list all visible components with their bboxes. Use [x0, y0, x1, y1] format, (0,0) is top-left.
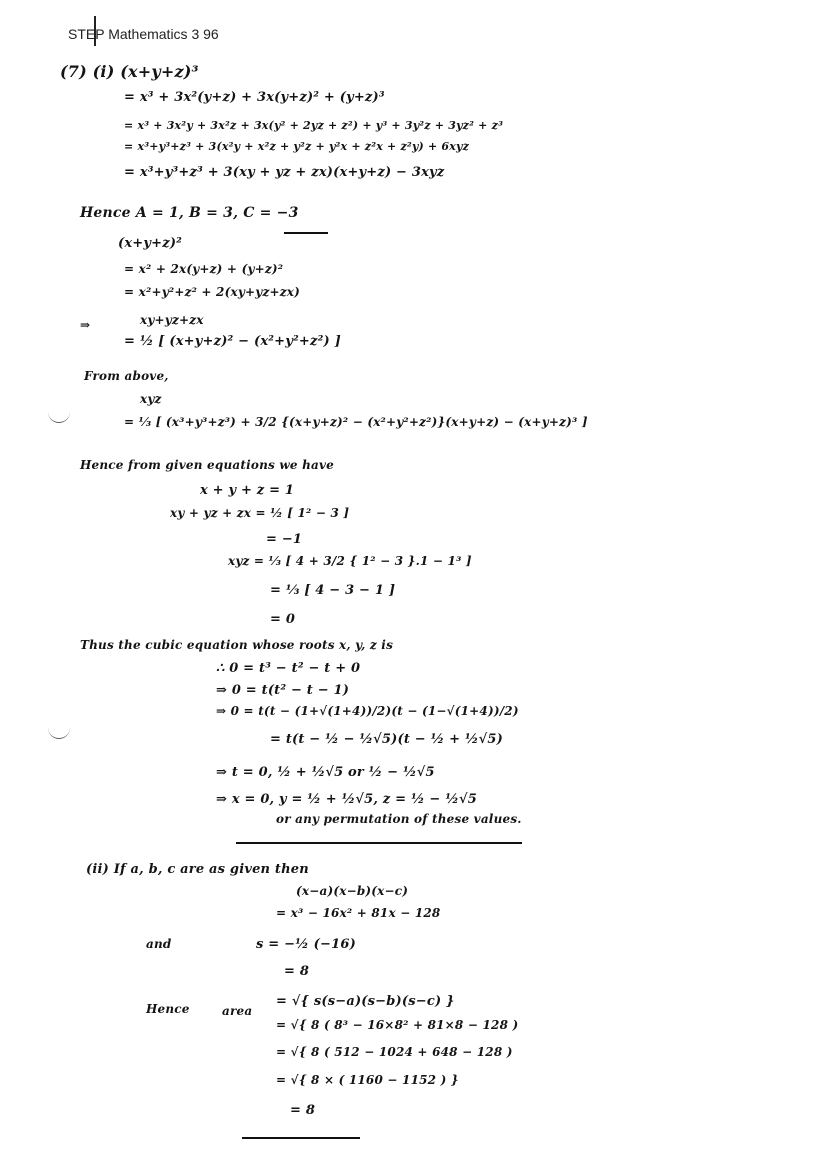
area-label: area [222, 1004, 253, 1018]
cubic-quadratic-roots: ⇒ 0 = t(t − (1+√(1+4))/2)(t − (1−√(1+4))/2) [216, 704, 519, 718]
polynomial-product: (x−a)(x−b)(x−c) [296, 884, 409, 898]
cubic-simplified: = t(t − ½ − ½√5)(t − ½ + ½√5) [270, 732, 504, 747]
part-ii-heading: (ii) If a, b, c are as given then [86, 862, 309, 877]
product-formula: = ⅓ [ (x³+y³+z³) + 3/2 {(x+y+z)² − (x²+y²+z²)}(x+y+z) − (x+y+z)³ ] [124, 415, 588, 429]
margin-mark [48, 412, 70, 423]
section-divider [236, 842, 522, 844]
square-line: = x² + 2x(y+z) + (y+z)² [124, 262, 284, 276]
given-equations-text: Hence from given equations we have [80, 458, 334, 472]
semi-perimeter-value: = 8 [284, 964, 310, 979]
expansion-line: = x³+y³+z³ + 3(x²y + x²z + y²z + y²x + z²x + z²y) + 6xyz [124, 140, 470, 153]
product-value: = 0 [270, 612, 296, 627]
pair-sum-formula: = ½ [ (x+y+z)² − (x²+y²+z²) ] [124, 334, 341, 349]
cubic-equation: ∴ 0 = t³ − t² − t + 0 [216, 661, 361, 676]
coefficients-result: Hence A = 1, B = 3, C = −3 [80, 205, 299, 221]
area-heron-formula: = √{ s(s−a)(s−b)(s−c) } [276, 994, 455, 1009]
permutation-note: or any permutation of these values. [276, 812, 522, 826]
expansion-line: = x³ + 3x²y + 3x²z + 3x(y² + 2yz + z²) + y³ + 3y²z + 3yz² + z³ [124, 119, 504, 132]
underline-rule [284, 232, 328, 234]
sum-equation: x + y + z = 1 [200, 483, 295, 498]
pair-sum-value: = −1 [266, 532, 303, 547]
semi-perimeter-equation: s = −½ (−16) [256, 937, 356, 952]
product-equation: xyz = ⅓ [ 4 + 3/2 { 1² − 3 }.1 − 1³ ] [228, 554, 472, 568]
and-text: and [146, 937, 172, 951]
pair-sum-equation: xy + yz + zx = ½ [ 1² − 3 ] [170, 506, 350, 520]
product-step: = ⅓ [ 4 − 3 − 1 ] [270, 583, 396, 598]
expansion-line: = x³ + 3x²(y+z) + 3x(y+z)² + (y+z)³ [124, 90, 385, 105]
page-header: STEP Mathematics 3 96 [68, 26, 219, 42]
area-result: = 8 [290, 1103, 316, 1118]
cubic-factored: ⇒ 0 = t(t² − t − 1) [216, 683, 350, 698]
part-i-heading: (7) (i) (x+y+z)³ [60, 62, 199, 81]
xyz-result: ⇒ x = 0, y = ½ + ½√5, z = ½ − ½√5 [216, 792, 477, 807]
cubic-intro-text: Thus the cubic equation whose roots x, y, z is [80, 638, 394, 652]
margin-mark [48, 728, 70, 739]
implies-symbol: ⇒ [80, 318, 91, 332]
area-evaluation: = √{ 8 ( 512 − 1024 + 648 − 128 ) [276, 1045, 513, 1059]
area-simplified: = √{ 8 × ( 1160 − 1152 ) } [276, 1073, 459, 1087]
expansion-line: = x³+y³+z³ + 3(xy + yz + zx)(x+y+z) − 3xyz [124, 165, 445, 180]
from-above-text: From above, [84, 369, 169, 383]
area-substitution: = √{ 8 ( 8³ − 16×8² + 81×8 − 128 ) [276, 1018, 519, 1032]
final-underline [242, 1137, 360, 1139]
roots-result: ⇒ t = 0, ½ + ½√5 or ½ − ½√5 [216, 765, 435, 780]
square-line: = x²+y²+z² + 2(xy+yz+zx) [124, 285, 300, 299]
hence-text: Hence [146, 1002, 190, 1016]
square-expression: (x+y+z)² [118, 236, 183, 251]
polynomial-expanded: = x³ − 16x² + 81x − 128 [276, 906, 441, 920]
product-label: xyz [140, 392, 162, 406]
pair-sum-label: xy+yz+zx [140, 313, 204, 327]
